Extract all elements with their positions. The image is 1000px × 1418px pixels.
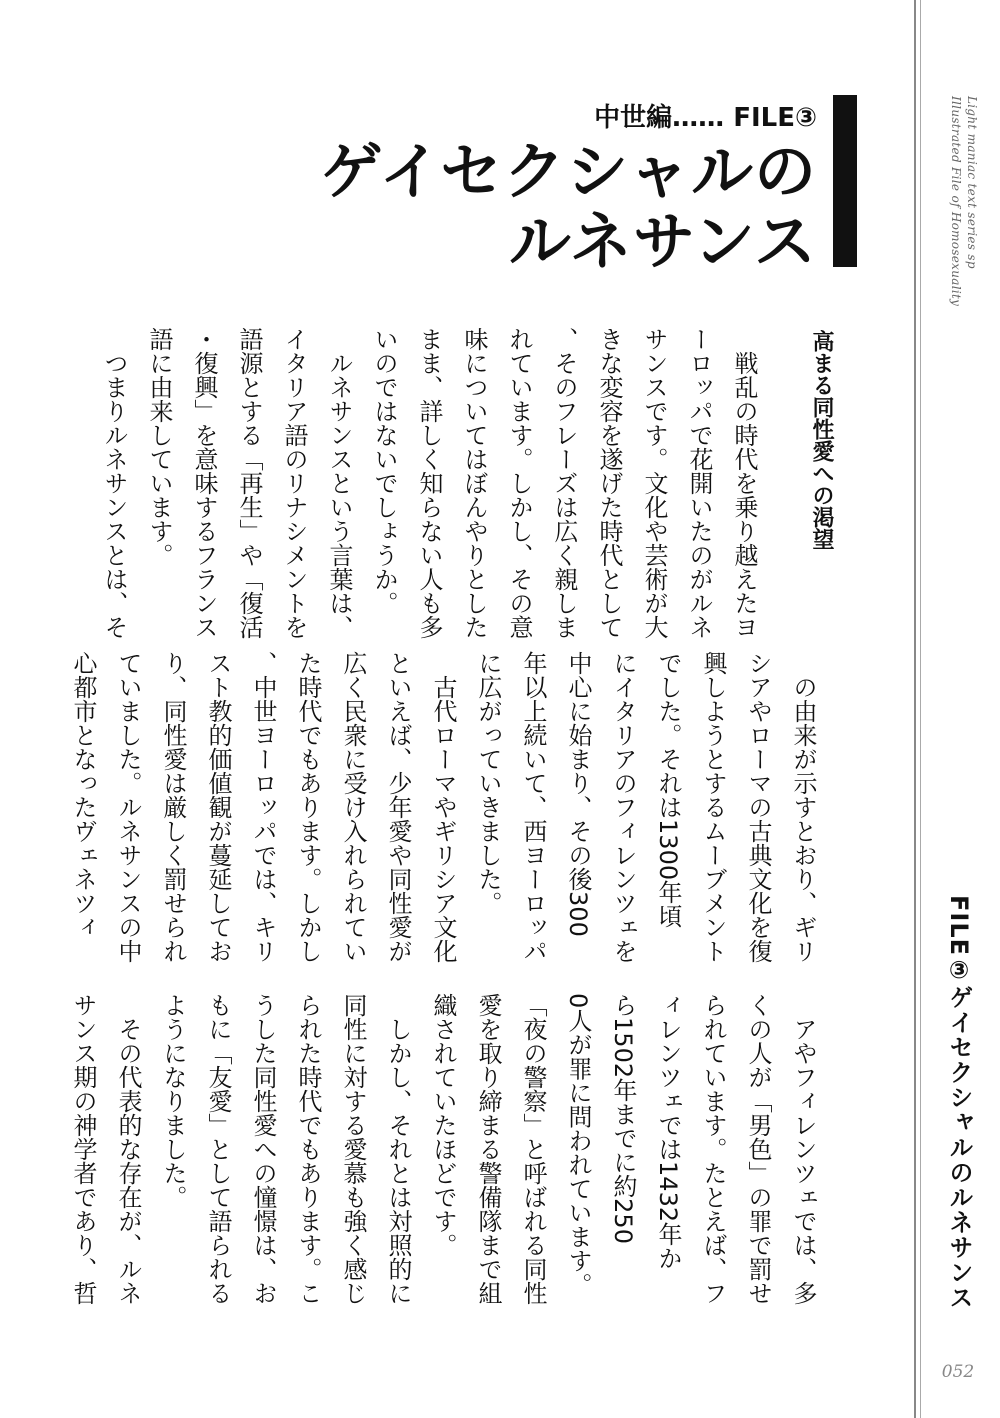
page-number: 052	[941, 1362, 975, 1382]
paragraph: 古代ローマやギリシア文化 といえば、少年愛や同性愛が 広く民衆に受け入れられてい た時代でもあります。しかし 、中世ヨーロッパでは、キリ スト教的価値観が蔓延してお り、同性愛は厳しく罰せられ ていました。ルネサンスの中 心都市となったヴェネツィ	[69, 651, 457, 963]
series-line: Illustrated File of Homosexuality	[949, 96, 963, 307]
page-title-line: ルネサンス	[508, 205, 817, 278]
paragraph: アやフィレンツェでは、多 くの人が「男色」の罪で罰せ られています。たとえば、フ ィレンツェでは1432年か ら1502年までに約250 0人が罪に問われています。 「夜の警察」と呼ばれる同性 愛を取り締まる警備隊まで組 織されていたほどです。	[429, 993, 817, 1305]
paragraph: その代表的な存在が、ルネ サンス期の神学者であり、哲	[69, 993, 142, 1305]
margin-rule-thin	[920, 0, 921, 1418]
paragraph: しかし、それとは対照的に 同性に対する愛慕も強く感じ られた時代でもあります。こ うした同性愛への憧憬は、お もに「友愛」として語られる ようになりました。	[159, 993, 412, 1305]
paragraph: 戦乱の時代を乗り越えたヨ ーロッパで花開いたのがルネ サンスです。文化や芸術が大 きな変容を遂げた時代として 、そのフレーズは広く親しま れています。しかし、その意 味についてはぼんやりとした まま、詳しく知らない人も多 いのではないでしょうか。	[370, 327, 758, 639]
page-title-line: ゲイセクシャルの	[320, 135, 817, 208]
title-accent-bar	[833, 95, 857, 267]
paragraph: の由来が示すとおり、ギリ シアやローマの古典文化を復 興しようとするムーブメント でした。それは1300年頃 にイタリアのフィレンツェを 中心に始まり、その後300 年以上続いて、西ヨーロッパ に広がっていきました。	[474, 651, 817, 963]
margin-rule	[914, 0, 916, 1418]
body-block-1	[91, 327, 766, 639]
series-line: Light maniac text series sp	[965, 96, 979, 269]
running-title: FILE③ゲイセクシャルのルネサンス	[945, 895, 973, 1311]
paragraph: つまりルネサンスとは、そ	[100, 351, 128, 639]
subheading: 高まる同性愛への渇望	[809, 330, 834, 550]
body-block-3	[60, 993, 825, 1323]
body-block-2	[60, 651, 825, 976]
page-title	[320, 137, 817, 277]
section-label: 中世編…… FILE③	[594, 103, 817, 133]
paragraph: ルネサンスという言葉は、 イタリア語のリナシメントを 語源とする「再生」や「復活 ・復興」を意味するフランス 語に由来しています。	[145, 327, 353, 639]
series-label	[948, 96, 980, 306]
